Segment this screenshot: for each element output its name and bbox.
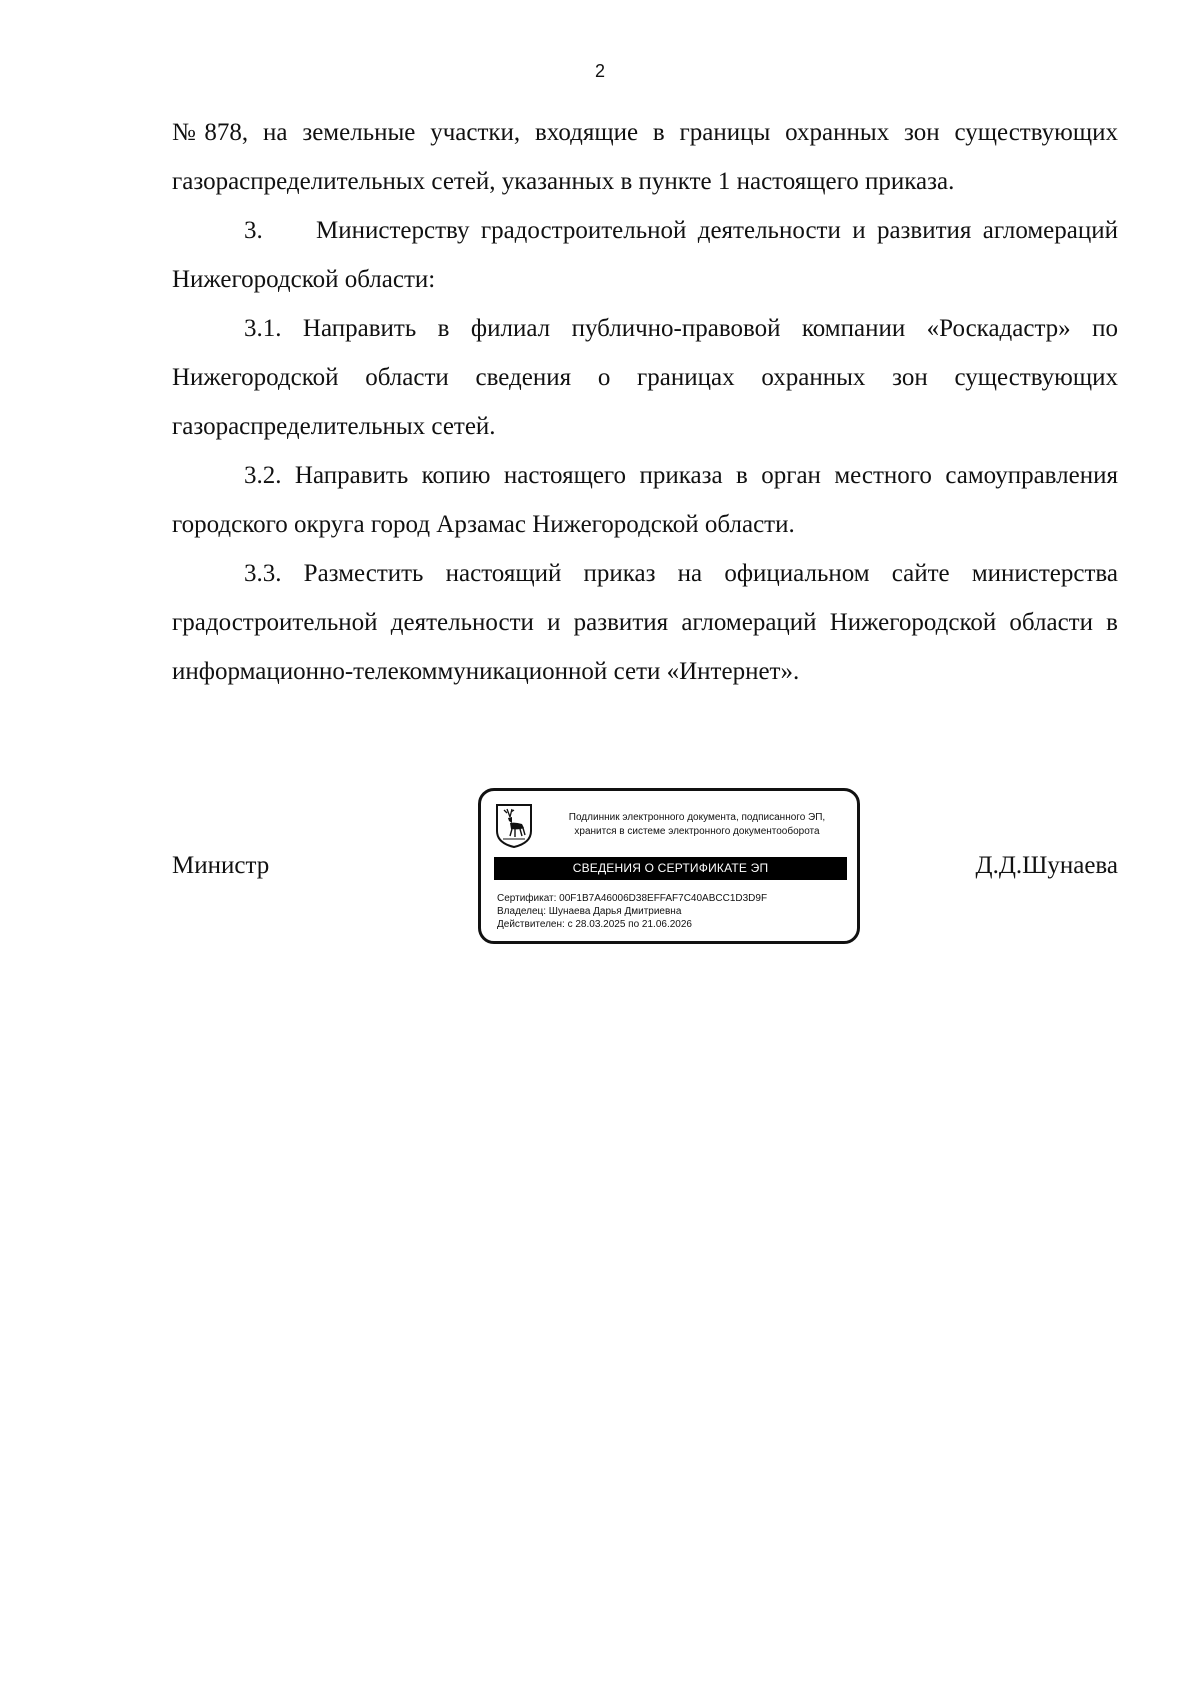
stamp-owner: Владелец: Шунаева Дарья Дмитриевна — [497, 906, 682, 917]
stamp-header-line-2: хранится в системе электронного документооборота — [574, 826, 820, 837]
paragraph-item-3-2: 3.2. Направить копию настоящего приказа в орган местного самоуправления городского округа город Арзамас Нижегородской области. — [172, 462, 1118, 538]
paragraph-item-3 — [172, 206, 1118, 304]
stamp-certificate-details — [497, 892, 847, 931]
signature-block — [172, 788, 1118, 948]
paragraph-continuation: №878, на земельные участки, входящие в границы охранных зон существующих газораспределительных сетей, указанных в пункте 1 настоящего приказа. — [172, 119, 1118, 195]
stamp-certificate-number: Сертификат: 00F1B7A46006D38EFFAF7C40ABCC1D3D9F — [497, 893, 768, 904]
page-number: 2 — [594, 61, 605, 81]
stamp-header — [541, 811, 853, 839]
paragraph-item-3-3: 3.3. Разместить настоящий приказ на официальном сайте министерства градостроительной деятельности и развития агломераций Нижегородской области в информационно-телекоммуникационной сети «Интернет». — [172, 560, 1118, 685]
stamp-header-line-1: Подлинник электронного документа, подписанного ЭП, — [568, 812, 826, 823]
nizhny-novgorod-deer-coat-of-arms-icon — [495, 803, 533, 849]
paragraph-item-3-number: 3. — [244, 217, 263, 244]
stamp-certificate-heading: СВЕДЕНИЯ О СЕРТИФИКАТЕ ЭП — [494, 857, 847, 880]
paragraph-item-3-text: Министерству градостроительной деятельности и развития агломераций Нижегородской области: — [172, 217, 1118, 293]
signatory-name: Д.Д.Шунаева — [975, 852, 1118, 879]
stamp-validity: Действителен: с 28.03.2025 по 21.06.2026 — [497, 919, 692, 930]
document-body — [172, 108, 1118, 696]
signatory-title: Министр — [172, 852, 270, 879]
paragraph-item-3-1: 3.1. Направить в филиал публично-правовой компании «Роскадастр» по Нижегородской области сведения о границах охранных зон существующих газораспределительных сетей. — [172, 315, 1118, 440]
electronic-signature-stamp — [478, 788, 860, 944]
